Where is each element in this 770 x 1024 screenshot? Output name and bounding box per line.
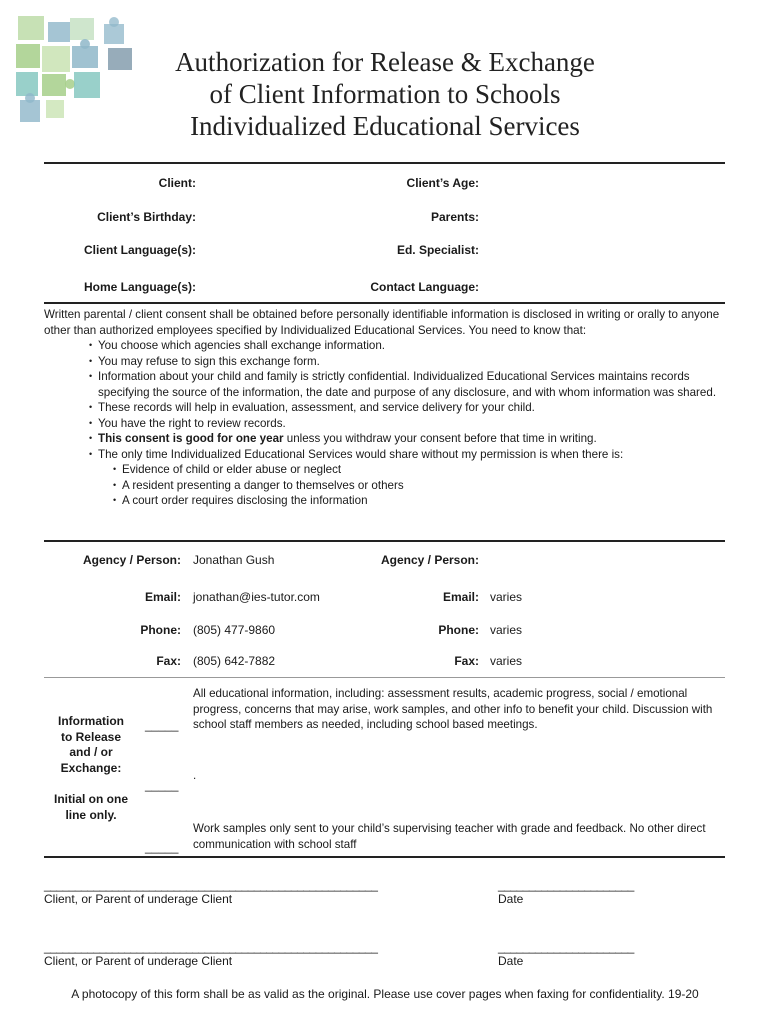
release-label-line: and / or [69, 745, 113, 759]
release-option-3: Work samples only sent to your child’s supervising teacher with grade and feedback. No other direct communication with school staff [193, 822, 706, 851]
list-item: • The only time Individualized Educational Services would share without my permission is when there is: [44, 447, 734, 463]
release-label-line: Exchange: [60, 760, 122, 775]
phone-right-value: varies [490, 623, 523, 637]
list-item: • Information about your child and family is strictly confidential. Individualized Educational Services maintains records specifying the source of the information, the date and purpose of any disclosure, and with whom information was shared. [44, 369, 734, 400]
release-label-line: Information [58, 714, 124, 728]
initial-instruction-line: line only. [65, 807, 117, 822]
fax-right-value: varies [490, 654, 523, 668]
contact-language-label: Contact Language: [370, 280, 479, 294]
title-line-3: Individualized Educational Services [190, 111, 580, 141]
initial-blank-1[interactable]: _____ [145, 718, 179, 732]
date-caption-1: Date [498, 892, 524, 906]
email-left-value: jonathan@ies-tutor.com [193, 590, 320, 604]
email-right-value: varies [490, 590, 523, 604]
consent-duration-rest: unless you withdraw your consent before that time in writing. [283, 432, 597, 445]
divider [44, 540, 725, 542]
fax-right-label: Fax: [454, 654, 479, 668]
signature-caption-1: Client, or Parent of underage Client [44, 892, 233, 906]
parents-label: Parents: [430, 210, 479, 224]
phone-left-label: Phone: [140, 623, 181, 637]
consent-section [44, 307, 734, 509]
divider [44, 677, 725, 678]
release-option-1: All educational information, including: assessment results, academic progress, social / emotional progress, concerns that may arise, work samples, and other info to benefit your child. Discussion with school staff members as needed, including school based meetings. [193, 687, 713, 731]
sub-list-item: • A resident presenting a danger to themselves or others [44, 478, 734, 494]
client-age-label: Client’s Age: [406, 176, 479, 190]
home-language-label: Home Language(s): [83, 280, 196, 294]
list-item: • You may refuse to sign this exchange form. [44, 354, 734, 370]
consent-duration-bold: This consent is good for one year [98, 432, 284, 445]
list-item: • These records will help in evaluation, assessment, and service delivery for your child. [44, 400, 734, 416]
list-item [44, 431, 734, 447]
client-language-label: Client Language(s): [83, 243, 196, 257]
agency-left-value: Jonathan Gush [193, 553, 275, 567]
agency-right-label: Agency / Person: [380, 553, 479, 567]
list-item: • You have the right to review records. [44, 416, 734, 432]
agency-left-label: Agency / Person: [82, 553, 181, 567]
initial-instruction [44, 792, 138, 823]
release-label [44, 714, 138, 776]
title-line-1: Authorization for Release & Exchange [175, 47, 595, 77]
initial-blank-3[interactable]: _____ [145, 840, 179, 854]
form-title [130, 46, 640, 142]
client-birthday-label: Client’s Birthday: [97, 210, 196, 224]
ed-specialist-label: Ed. Specialist: [396, 243, 479, 257]
consent-intro: Written parental / client consent shall be obtained before personally identifiable information is disclosed in writing or orally to anyone other than authorized employees specified by Individualized Educational Services. You need to know that: [44, 308, 720, 337]
client-label: Client: [158, 176, 196, 190]
title-line-2: of Client Information to Schools [209, 79, 561, 109]
footer-note: A photocopy of this form shall be as valid as the original. Please use cover pages when faxing for confidentiality. 19-20 [71, 987, 699, 1001]
divider [44, 856, 725, 858]
phone-left-value: (805) 477-9860 [193, 623, 276, 637]
signature-line-1[interactable]: ______________________________________________________ [44, 878, 378, 892]
release-label-line: to Release [60, 729, 122, 744]
date-line-1[interactable]: ______________________ [498, 878, 634, 892]
list-item: • You choose which agencies shall exchange information. [44, 338, 734, 354]
release-option-2: . [193, 769, 197, 782]
divider [44, 302, 725, 304]
fax-left-value: (805) 642-7882 [193, 654, 276, 668]
initial-blank-2[interactable]: _____ [145, 778, 179, 792]
signature-caption-2: Client, or Parent of underage Client [44, 954, 233, 968]
initial-instruction-line: Initial on one [54, 792, 128, 806]
sub-list-item: • A court order requires disclosing the information [44, 493, 734, 509]
divider [44, 162, 725, 164]
email-right-label: Email: [442, 590, 479, 604]
signature-line-2[interactable]: ______________________________________________________ [44, 940, 378, 954]
sub-list-item: • Evidence of child or elder abuse or neglect [44, 462, 734, 478]
fax-left-label: Fax: [156, 654, 181, 668]
puzzle-logo-icon [12, 12, 138, 128]
email-left-label: Email: [144, 590, 181, 604]
date-caption-2: Date [498, 954, 524, 968]
phone-right-label: Phone: [438, 623, 479, 637]
date-line-2[interactable]: ______________________ [498, 940, 634, 954]
